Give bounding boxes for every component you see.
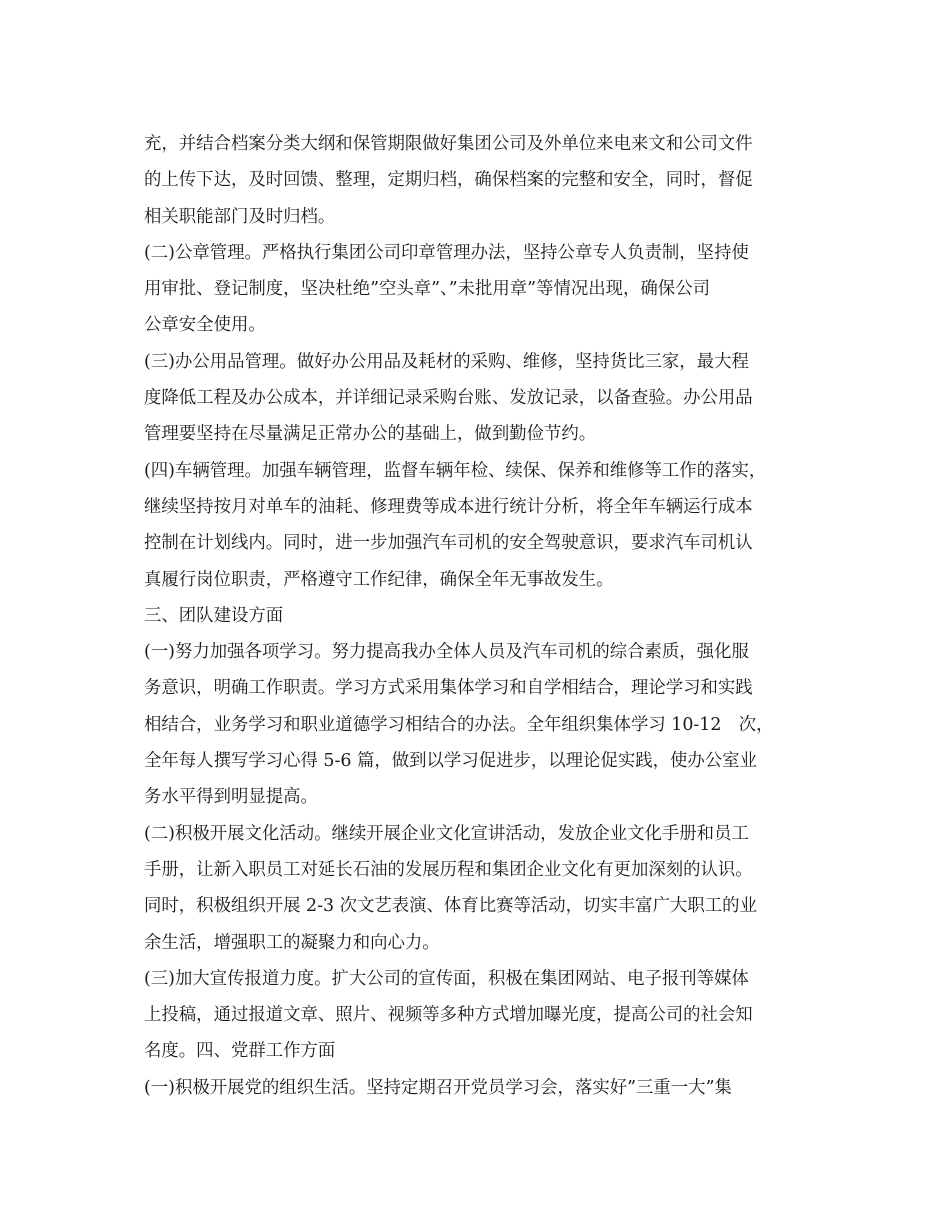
text-line: (一)积极开展党的组织生活。坚持定期召开党员学习会，落实好”三重一大”集 [144, 1077, 732, 1098]
text-line: 相结合，业务学习和职业道德学习相结合的办法。全年组织集体学习 10-12 次， [144, 714, 774, 735]
text-line: 用审批、登记制度，坚决杜绝”空头章”、”未批用章”等情况出现，确保公司 [144, 279, 710, 300]
text-line: 全年每人撰写学习心得 5-6 篇，做到以学习促进步，以理论促实践，使办公室业 [144, 751, 757, 772]
text-line: 充，并结合档案分类大纲和保管期限做好集团公司及外单位来电来文和公司文件 [144, 134, 753, 154]
text-line: 真履行岗位职责，严格遵守工作纪律，确保全年无事故发生。 [144, 569, 614, 590]
text-line: 继续坚持按月对单车的油耗、修理费等成本进行统计分析，将全年车辆运行成本 [144, 496, 753, 517]
text-line: (三)加大宣传报道力度。扩大公司的宣传面，积极在集团网站、电子报刊等媒体 [144, 968, 749, 989]
text-line: 名度。四、党群工作方面 [144, 1041, 336, 1062]
text-line: 的上传下达，及时回馈、整理，定期归档，确保档案的完整和安全，同时，督促 [144, 170, 753, 191]
document-body [144, 126, 804, 1106]
text-line: 度降低工程及办公成本，并详细记录采购台账、发放记录，以备查验。办公用品 [144, 388, 753, 409]
text-line: (二)公章管理。严格执行集团公司印章管理办法，坚持公章专人负责制，坚持使 [144, 242, 749, 263]
text-line: 上投稿，通过报道文章、照片、视频等多种方式增加曝光度，提高公司的社会知 [144, 1005, 753, 1026]
text-line: 管理要坚持在尽量满足正常办公的基础上，做到勤俭节约。 [144, 424, 597, 445]
text-line: (二)积极开展文化活动。继续开展企业文化宣讲活动，发放企业文化手册和员工 [144, 823, 749, 844]
text-line: 控制在计划线内。同时，进一步加强汽车司机的安全驾驶意识，要求汽车司机认 [144, 533, 753, 554]
text-line: 公章安全使用。 [144, 315, 266, 336]
text-line: (一)努力加强各项学习。努力提高我办全体人员及汽车司机的综合素质，强化服 [144, 642, 749, 663]
text-line: (四)车辆管理。加强车辆管理，监督车辆年检、续保、保养和维修等工作的落实， [144, 460, 767, 481]
text-line: 三、团队建设方面 [144, 605, 284, 626]
text-line: (三)办公用品管理。做好办公用品及耗材的采购、维修，坚持货比三家，最大程 [144, 351, 749, 372]
text-line: 余生活，增强职工的凝聚力和向心力。 [144, 932, 440, 953]
text-line: 手册，让新入职员工对延长石油的发展历程和集团企业文化有更加深刻的认识。 [144, 859, 753, 880]
text-line: 相关职能部门及时归档。 [144, 206, 336, 227]
text-line: 务意识，明确工作职责。学习方式采用集体学习和自学相结合，理论学习和实践 [144, 678, 753, 699]
text-line: 务水平得到明显提高。 [144, 787, 318, 808]
text-line: 同时，积极组织开展 2-3 次文艺表演、体育比赛等活动，切实丰富广大职工的业 [144, 896, 757, 917]
